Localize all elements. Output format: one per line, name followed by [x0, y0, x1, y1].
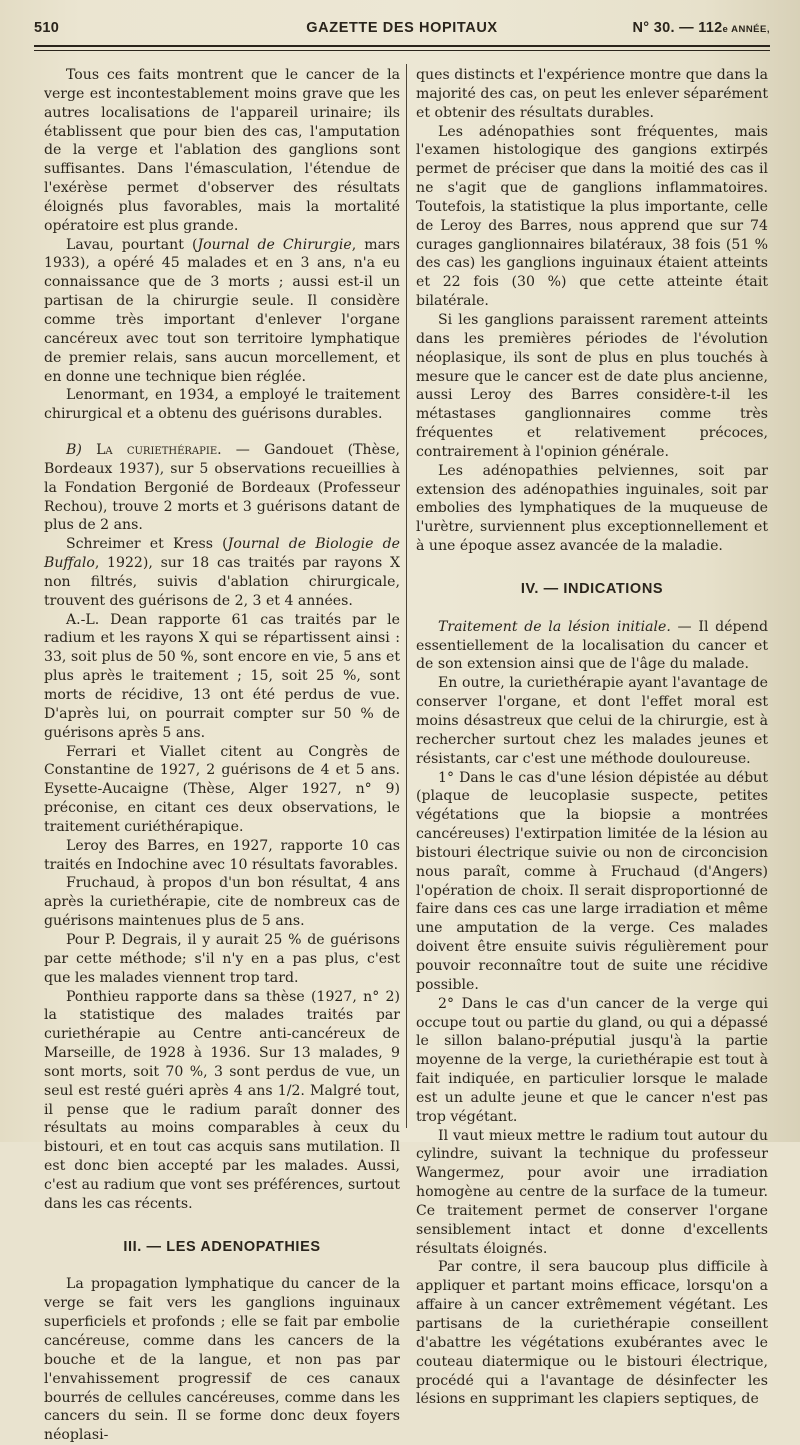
text-run: Lavau, pourtant (: [66, 236, 198, 253]
paragraph: [416, 618, 768, 675]
paragraph: Ponthieu rapporte dans sa thèse (1927, n° 2) la statistique des malades traités par curiethérapie au Centre anti-cancéreux de Marseille, de 1928 à 1936. Sur 13 malades, 9 sont morts, soit 70 %, 3 sont perdus de vue, un seul est resté guéri après 4 ans 1/2. Malgré tout, il pense que le radium paraît donner des résultats au moins comparables à ceux du bistouri, et en tout cas acquis sans mutilation. Il est donc bien accepté par les malades. Aussi, c'est au radium que vont ses préférences, surtout dans les cas récents.: [44, 988, 400, 1212]
journal-citation: Journal de Chirurgie: [197, 236, 352, 253]
paragraph: Les adénopathies sont fréquentes, mais l'examen histologique des gangions extirpés permet de préciser que dans la moitié des cas il ne s'agit que de ganglions inflammatoires. Toutefois, la statistique la plus importante, celle de Leroy des Barres, nous apprend que sur 74 curages ganglionnaires bilatéraux, 38 fois (51 % des cas) les ganglions inguinaux étaient atteints et 22 fois (30 %) que cette atteinte était bilatérale.: [416, 123, 768, 310]
journal-citation: Journal de Biologie de Buffalo: [44, 536, 400, 572]
left-column: [44, 66, 400, 1444]
text-run: , mars 1933), a opéré 45 malades et en 3 ans, n'a eu connaissance que de 3 morts ; aussi est-il un partisan de la chirurgie seule. Il considère comme très important d'enlever l'organe cancéreux avec tout son territoire lymphatique de premier relais, sans aucun morcellement, et en donne une technique bien réglée.: [44, 236, 400, 385]
issue-info: [633, 20, 770, 36]
page-number: 510: [34, 20, 60, 36]
paragraph: [44, 441, 400, 535]
right-column: [416, 66, 768, 1408]
paragraph: La propagation lymphatique du cancer de la verge se fait vers les ganglions inguinaux superficiels et profonds ; elle se fait par embolie cancéreuse, comme dans les cancers de la bouche et de la langue, et non pas par l'envahissement progressif de ces canaux bourrés de cellules cancéreuses, comme dans les cancers du sein. Il se forme donc deux foyers néoplasi-: [44, 1276, 400, 1444]
journal-title: GAZETTE DES HOPITAUX: [306, 20, 498, 36]
text-run: — Gandouet (Thèse, Bordeaux 1937), sur 5 observations recueillies à la Fondation Bergonié de Bordeaux (Professeur Rechou), trouve 2 morts et 3 guérisons datant de plus de 2 ans.: [44, 442, 400, 534]
paragraph: 1° Dans le cas d'une lésion dépistée au début (plaque de leucoplasie suspecte, petites végétations que la biopsie a montrées cancéreuses) l'extirpation limitée de la lésion au bistouri électrique suivie ou non de circoncision nous paraît, comme à Fruchaud (d'Angers) l'opération de choix. Il serait disproportionné de faire dans ces cas une large irradiation et même une amputation de la verge. Ces malades doivent être ensuite suivis régulièrement pour pouvoir reconnaître tout de suite une récidive possible.: [416, 769, 768, 993]
issue-year-suffix: e ANNÉE,: [722, 24, 770, 35]
subsection-heading: La curiethérapie.: [96, 442, 222, 459]
paragraph-lead: Traitement de la lésion initiale.: [438, 618, 671, 635]
paragraph: Lenormant, en 1934, a employé le traitement chirurgical et a obtenu des guérisons durables.: [44, 387, 400, 423]
paragraph: Ferrari et Viallet citent au Congrès de Constantine de 1927, 2 guérisons de 4 et 5 ans. Eysette-Aucaigne (Thèse, Alger 1927, n° 9) préconise, en citant ces deux observations, le traitement curiéthérapique.: [44, 743, 400, 835]
paragraph: Fruchaud, à propos d'un bon résultat, 4 ans après la curiethérapie, cite de nombreux cas de guérisons maintenues plus de 5 ans.: [44, 875, 400, 930]
paragraph: Tous ces faits montrent que le cancer de la verge est incontestablement moins grave que les autres localisations de l'appareil urinaire; ils établissent que pour bien des cas, l'amputation de la verge et l'ablation des ganglions sont suffisantes. Dans l'émasculation, l'étendue de l'exérèse permet d'observer des résultats éloignés plus favorables, mais la mortalité opératoire est plus grande.: [44, 67, 400, 234]
paragraph: Par contre, il sera baucoup plus difficile à appliquer et partant moins efficace, lorsqu'on a affaire à un cancer extrêmement végétant. Les partisans de la curiethérapie conseillent d'abattre les végétations exubérantes avec le couteau diatermique ou le bistouri électrique, procédé qui a l'avantage de désinfecter les lésions en supprimant les clapiers septiques, de: [416, 1259, 768, 1408]
paragraph: 2° Dans le cas d'un cancer de la verge qui occupe tout ou partie du gland, ou qui a dépassé le sillon balano-préputial jusqu'à la partie moyenne de la verge, la curiethérapie est tout à fait indiquée, en particulier lorsque le malade est un adulte jeune et que le cancer n'est pas trop végétant.: [416, 995, 768, 1125]
paragraph: ques distincts et l'expérience montre que dans la majorité des cas, on peut les enlever séparément et obtenir des résultats durables.: [416, 67, 768, 121]
paragraph: A.-L. Dean rapporte 61 cas traités par le radium et les rayons X qui se répartissent ainsi : 33, soit plus de 50 %, sont encore en vie, 5 ans et plus après le traitement ; 15, soit 25 %, sont morts de récidive, 13 ont été perdus de vue. D'après lui, on pourrait compter sur 50 % de guérisons après 5 ans.: [44, 611, 400, 741]
text-run: — Il dépend essentiellement de la localisation du cancer et de son extension ainsi que de l'âge du malade.: [416, 618, 768, 673]
subsection-label: B): [66, 442, 97, 459]
section-heading: IV. — INDICATIONS: [520, 580, 664, 597]
header-rule-thick: [34, 45, 770, 47]
issue-number: N° 30. — 112: [632, 20, 723, 36]
paragraph: Il vaut mieux mettre le radium tout autour du cylindre, suivant la technique du professeur Wangermez, pour avoir une irradiation homogène au centre de la surface de la tumeur. Ce traitement permet de conserver l'organe sensiblement intact et donne d'excellents résultats éloignés.: [416, 1127, 768, 1257]
page-header: [34, 20, 770, 46]
text-run: , 1922), sur 18 cas traités par rayons X non filtrés, suivis d'ablation chirurgicale, trouvent des guérisons de 2, 3 et 4 années.: [44, 555, 400, 609]
paragraph: Pour P. Degrais, il y aurait 25 % de guérisons par cette méthode; s'il n'y en a pas plus, c'est que les malades viennent trop tard.: [44, 931, 400, 986]
paragraph: Les adénopathies pelviennes, soit par extension des adénopathies inguinales, soit par embolies des lymphatiques de la muqueuse de l'urètre, surviennent plus exceptionnellement et à une époque assez avancée de la maladie.: [416, 462, 768, 555]
section-heading: III. — LES ADENOPATHIES: [123, 1238, 321, 1255]
paragraph: En outre, la curiethérapie ayant l'avantage de conserver l'organe, et dont l'effet moral est moins désastreux que celui de la chirurgie, est à rechercher surtout chez les malades jeunes et résistants, car c'est une méthode douloureuse.: [416, 675, 768, 767]
text-run: Schreimer et Kress (: [66, 536, 228, 553]
paragraph: Leroy des Barres, en 1927, rapporte 10 cas traités en Indochine avec 10 résultats favorables.: [44, 837, 400, 873]
paragraph: [44, 535, 400, 610]
paragraph: Si les ganglions paraissent rarement atteints dans les premières périodes de l'évolution néoplasique, ils sont de plus en plus touchés à mesure que le cancer est de date plus ancienne, aussi Leroy des Barres considère-t-il les métastases ganglionnaires comme très fréquentes et relativement précoces, contrairement à l'opinion générale.: [416, 311, 768, 460]
header-rule-thin: [34, 50, 770, 51]
paragraph: [44, 236, 400, 387]
column-divider: [406, 64, 407, 1128]
